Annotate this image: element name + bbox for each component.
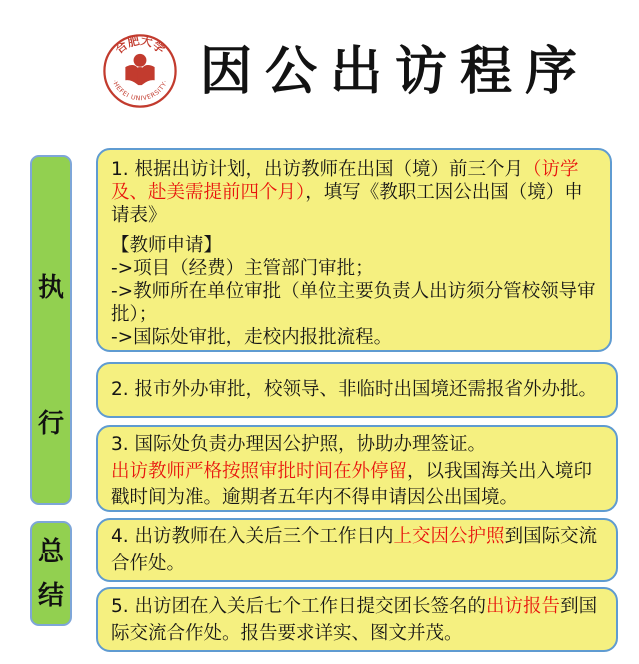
step-paragraph [111,432,603,459]
step-paragraph [111,326,597,349]
emphasis-text: 出访报告 [486,596,561,617]
text-segment: 4. 出访教师在入关后三个工作日内 [111,526,394,547]
step-paragraph [111,257,597,280]
seal-emblem-figure [125,54,154,85]
stage-char: 执 [37,273,64,303]
step-paragraph [111,523,603,577]
step-paragraph [111,378,597,402]
text-segment: 到国际交流合作处。 [111,526,598,574]
university-seal-logo [101,30,179,112]
stage-char: 行 [37,409,64,439]
text-segment: 3. 国际处负责办理因公护照，协助办理签证。 [111,434,487,455]
step-paragraph [111,158,597,227]
stage-char: 总 [37,536,64,567]
step-box-2 [96,362,618,418]
text-segment: 5. 出访团在入关后七个工作日提交团长签名的 [111,596,487,617]
text-segment: ，填写《教职工因公出国（境）申请表》 [111,182,583,226]
emphasis-text: 出访教师严格按照审批时间在外停留 [111,460,408,482]
step-box-3 [96,425,618,512]
step-paragraph [111,234,597,257]
step-paragraph [111,280,597,326]
text-segment: 2. 报市外办审批，校领导、非临时出国境还需报省外办批。 [111,379,598,400]
step-box-1 [96,148,612,352]
text-segment: ->教师所在单位审批（单位主要负责人出访须分管校领导审批）； [111,281,596,325]
text-segment: ->项目（经费）主管部门审批； [111,258,374,279]
text-segment: ，以我国海关出入境印戳时间为准。逾期者五年内不得申请因公出国境。 [111,460,593,508]
stage-char: 结 [37,580,64,611]
emphasis-text: 上交因公护照 [393,526,505,547]
page-title: 因公出访程序 [199,41,590,102]
step-paragraph [111,593,603,647]
text-segment: 到国际交流合作处。报告要求详实、图文并茂。 [111,596,598,644]
step-paragraph [111,459,603,512]
stage-label-execute [30,155,72,505]
step-box-5 [96,587,618,652]
text-segment: 1. 根据出访计划，出访教师在出国（境）前三个月 [111,159,524,180]
seal-cn-text: 合肥大学 [112,33,168,57]
text-segment: 【教师申请】 [111,235,223,256]
seal-icon [101,30,179,112]
seal-en-text: ·HEFEI UNIVERSITY· [110,78,170,103]
text-segment: ->国际处审批，走校内报批流程。 [111,327,393,348]
emphasis-text: （访学及、赴美需提前四个月） [111,159,579,203]
stage-label-summary [30,521,72,626]
step-box-4 [96,518,618,582]
